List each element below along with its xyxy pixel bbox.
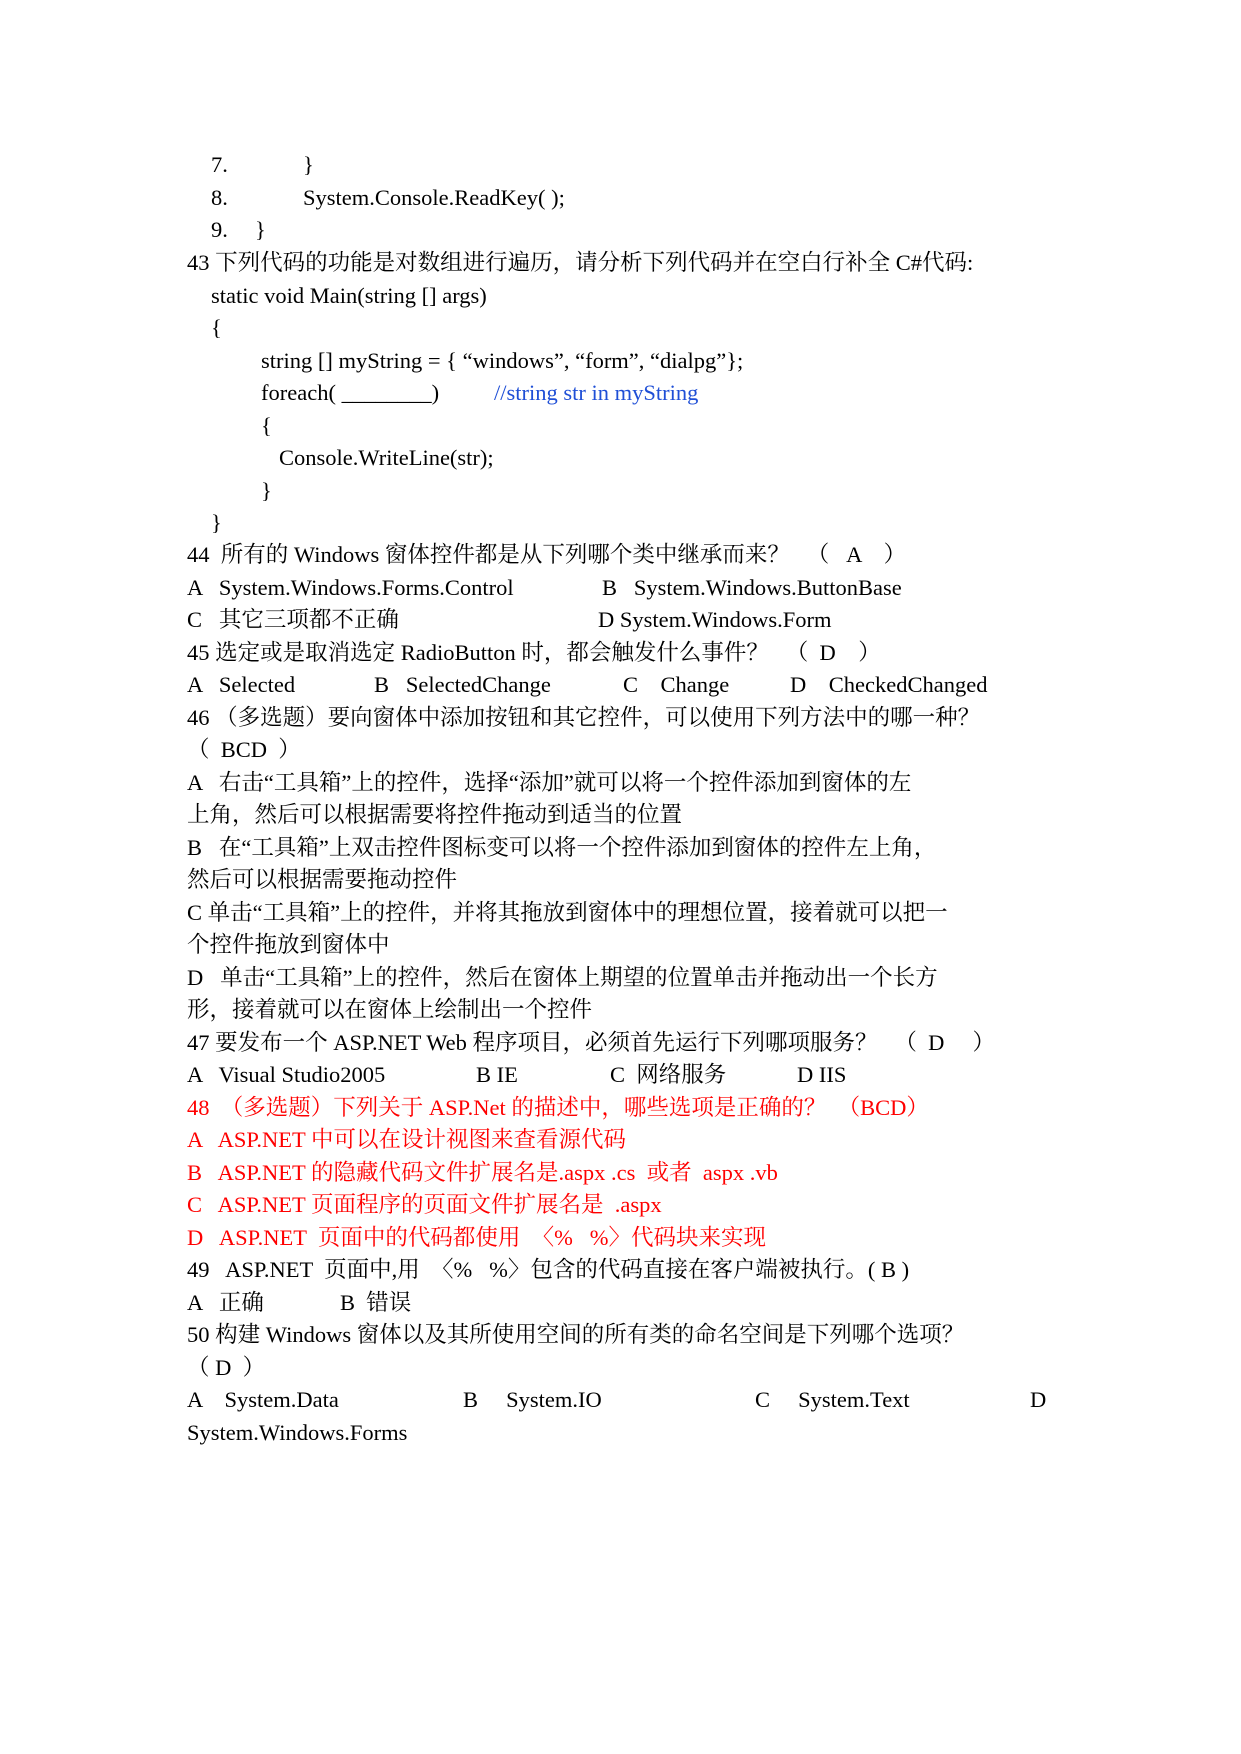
code-line: static void Main(string [] args) bbox=[211, 283, 487, 308]
code-line: } bbox=[261, 478, 272, 503]
option-b: B SelectedChange bbox=[374, 672, 551, 697]
option-b: B System.Windows.ButtonBase bbox=[602, 575, 902, 600]
option-d: D ASP.NET 页面中的代码都使用 〈% %〉代码块来实现 bbox=[187, 1225, 766, 1250]
option-d: D bbox=[1030, 1387, 1047, 1412]
option-b: B 错误 bbox=[340, 1290, 412, 1315]
question-50-answer: （ D ） bbox=[187, 1355, 266, 1380]
option-d-cont: System.Windows.Forms bbox=[187, 1420, 408, 1445]
option-c: C ASP.NET 页面程序的页面文件扩展名是 .aspx bbox=[187, 1192, 662, 1217]
option-c: C 其它三项都不正确 bbox=[187, 607, 399, 632]
option-a: A ASP.NET 中可以在设计视图来查看源代码 bbox=[187, 1127, 627, 1152]
question-44-stem: 44 所有的 Windows 窗体控件都是从下列哪个类中继承而来？ （ A ） bbox=[187, 542, 907, 567]
option-b: B ASP.NET 的隐藏代码文件扩展名是.aspx .cs 或者 aspx .vb bbox=[187, 1160, 778, 1185]
code-line-number: 8. bbox=[211, 185, 228, 210]
option-c: C 单击“工具箱”上的控件，并将其拖放到窗体中的理想位置，接着就可以把一 bbox=[187, 900, 948, 925]
option-a: A System.Windows.Forms.Control bbox=[187, 575, 514, 600]
code-comment: //string str in myString bbox=[494, 380, 699, 405]
question-46-answer: （ BCD ） bbox=[187, 737, 301, 762]
option-b: B 在“工具箱”上双击控件图标变可以将一个控件添加到窗体的控件左上角， bbox=[187, 835, 937, 860]
option-c-cont: 个控件拖放到窗体中 bbox=[187, 932, 390, 957]
option-c: C System.Text bbox=[755, 1387, 910, 1412]
code-line: { bbox=[261, 413, 272, 438]
code-line: } bbox=[211, 510, 222, 535]
option-a: A 正确 bbox=[187, 1290, 264, 1315]
question-49-stem: 49 ASP.NET 页面中,用 〈% %〉包含的代码直接在客户端被执行。( B ) bbox=[187, 1257, 910, 1282]
option-b: B System.IO bbox=[463, 1387, 602, 1412]
question-43-stem: 43 下列代码的功能是对数组进行遍历，请分析下列代码并在空白行补全 C#代码: bbox=[187, 250, 974, 275]
option-d-cont: 形，接着就可以在窗体上绘制出一个控件 bbox=[187, 997, 593, 1022]
question-46-stem: 46 （多选题）要向窗体中添加按钮和其它控件，可以使用下列方法中的哪一种？ bbox=[187, 705, 981, 730]
question-50-stem: 50 构建 Windows 窗体以及其所使用空间的所有类的命名空间是下列哪个选项？ bbox=[187, 1322, 965, 1347]
option-a: A Selected bbox=[187, 672, 296, 697]
code-line: } bbox=[255, 217, 266, 242]
question-47-stem: 47 要发布一个 ASP.NET Web 程序项目，必须首先运行下列哪项服务？ （ D ） bbox=[187, 1030, 996, 1055]
code-line-number: 9. bbox=[211, 217, 228, 242]
option-d: D IIS bbox=[797, 1062, 847, 1087]
option-d: D CheckedChanged bbox=[790, 672, 988, 697]
code-line: { bbox=[211, 315, 222, 340]
option-a: A 右击“工具箱”上的控件，选择“添加”就可以将一个控件添加到窗体的左 bbox=[187, 770, 912, 795]
code-line: } bbox=[303, 152, 314, 177]
question-45-stem: 45 选定或是取消选定 RadioButton 时，都会触发什么事件？ （ D ） bbox=[187, 640, 881, 665]
code-line: Console.WriteLine(str); bbox=[279, 445, 494, 470]
option-b: B IE bbox=[476, 1062, 518, 1087]
option-a: A System.Data bbox=[187, 1387, 339, 1412]
option-b-cont: 然后可以根据需要拖动控件 bbox=[187, 867, 458, 892]
option-c: C 网络服务 bbox=[610, 1062, 727, 1087]
code-line: foreach( ________) bbox=[261, 380, 440, 405]
code-line-number: 7. bbox=[211, 152, 228, 177]
option-a: A Visual Studio2005 bbox=[187, 1062, 386, 1087]
code-line: string [] myString = { “windows”, “form”, “dialpg”}; bbox=[261, 348, 744, 373]
option-a-cont: 上角，然后可以根据需要将控件拖动到适当的位置 bbox=[187, 802, 683, 827]
option-d: D 单击“工具箱”上的控件，然后在窗体上期望的位置单击并拖动出一个长方 bbox=[187, 965, 938, 990]
option-c: C Change bbox=[623, 672, 730, 697]
question-48-stem: 48 （多选题）下列关于 ASP.Net 的描述中，哪些选项是正确的？ （BCD） bbox=[187, 1095, 929, 1120]
option-d: D System.Windows.Form bbox=[598, 607, 832, 632]
code-line: System.Console.ReadKey( ); bbox=[303, 185, 565, 210]
